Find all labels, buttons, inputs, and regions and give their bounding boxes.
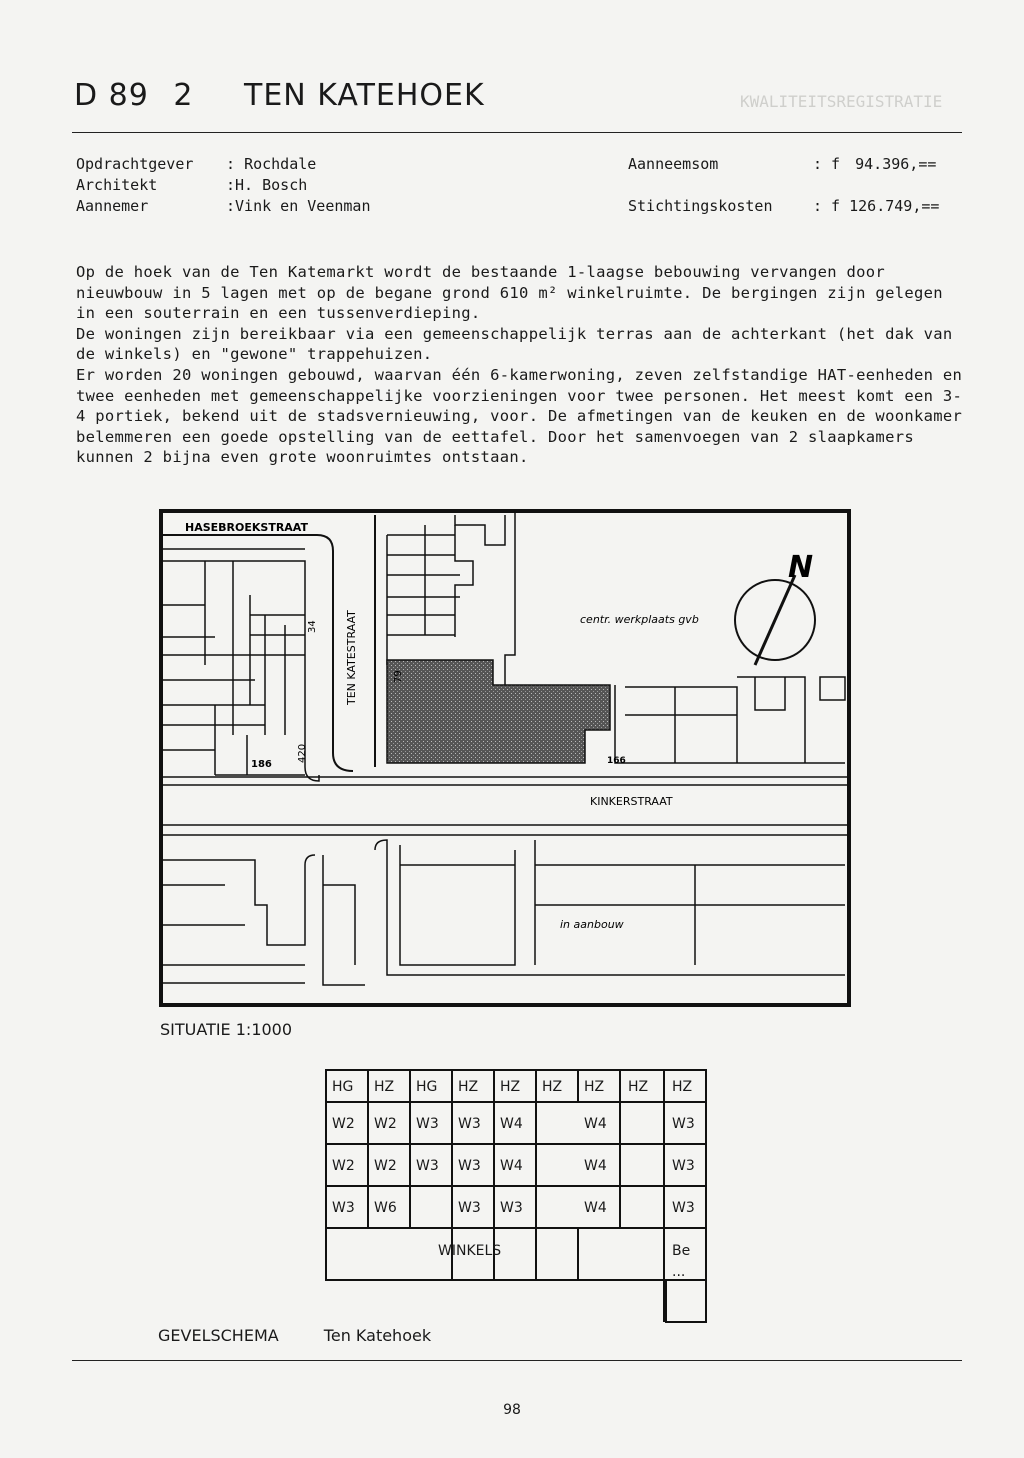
facade-cell: HG — [416, 1079, 438, 1095]
facade-cell: HZ — [374, 1079, 395, 1095]
north-label: N — [788, 550, 814, 585]
facade-cell: W3 — [672, 1116, 695, 1132]
house-number: 79 — [393, 670, 404, 683]
middle-parcels — [387, 515, 505, 665]
house-number: 186 — [251, 759, 272, 770]
facade-outline — [326, 1070, 706, 1322]
header-rule — [72, 132, 962, 133]
street-kinkerstraat: KINKERSTRAAT — [590, 795, 673, 808]
facade-cell: W2 — [332, 1158, 355, 1174]
facade-cell: HZ — [672, 1079, 693, 1095]
site-plan-map — [155, 505, 865, 1015]
new-building-hatch — [387, 660, 610, 763]
facade-cell: W3 — [332, 1200, 355, 1216]
street-ten-katestraat: TEN KATESTRAAT — [345, 610, 358, 705]
facade-cell: W4 — [500, 1116, 523, 1132]
meta-right — [628, 154, 939, 217]
facade-cell: W2 — [332, 1116, 355, 1132]
facade-cell: HZ — [584, 1079, 605, 1095]
house-number: 420 — [297, 743, 308, 763]
facade-cell: W3 — [416, 1158, 439, 1174]
project-title: TEN KATEHOEK — [244, 78, 485, 113]
street-hasebroekstraat: HASEBROEKSTRAAT — [185, 521, 308, 534]
site-plan-caption: SITUATIE 1:1000 — [160, 1020, 293, 1039]
paragraph: Er worden 20 woningen gebouwd, waarvan één 6-kamerwoning, zeven zelfstandige HAT-eenheden en twee eenheden met gemeenschappelijke voorzieningen voor twee personen. Het meest komt een 3-4 portiek, bekend uit de stadsvernieuwing, voor. De afmetingen van de keuken en de woonkamer belemmeren een goede opstelling van de eettafel. Door het samenvoegen van 2 slaapkamers kunnen 2 bijna even grote woonruimtes ontstaan. — [76, 365, 963, 467]
left-block-parcels — [161, 561, 319, 781]
meta-row: Aannemer :Vink en Veenman — [76, 197, 371, 215]
facade-cell: W3 — [458, 1158, 481, 1174]
facade-caption-right: Ten Katehoek — [323, 1326, 432, 1345]
page-number: 98 — [503, 1402, 521, 1418]
facade-shops-label: WINKELS — [438, 1243, 502, 1259]
facade-cell: HZ — [458, 1079, 479, 1095]
facade-cell: W2 — [374, 1158, 397, 1174]
label-werkplaats: centr. werkplaats gvb — [580, 613, 699, 626]
facade-cell: W4 — [500, 1158, 523, 1174]
facade-cell: W4 — [584, 1158, 607, 1174]
meta-left — [76, 154, 371, 217]
page-title — [74, 78, 499, 113]
doc-number: 2 — [173, 78, 194, 113]
facade-caption-left: GEVELSCHEMA — [158, 1326, 279, 1345]
facade-cell: W2 — [374, 1116, 397, 1132]
facade-cell: HZ — [542, 1079, 563, 1095]
description-text — [76, 262, 966, 468]
lower-block-parcels — [161, 840, 845, 985]
facade-cell: W3 — [500, 1200, 523, 1216]
north-arrow-icon — [755, 575, 795, 665]
facade-cell: HG — [332, 1079, 354, 1095]
paragraph: De woningen zijn bereikbaar via een gemeenschappelijk terras aan de achterkant (het dak van de winkels) en "gewone" trappehuizen. — [76, 324, 953, 364]
facade-cell: W3 — [416, 1116, 439, 1132]
house-number: 166 — [607, 756, 626, 766]
meta-row: Architekt :H. Bosch — [76, 176, 308, 194]
doc-code: D 89 — [74, 78, 149, 113]
label-in-aanbouw: in aanbouw — [560, 918, 624, 931]
meta-row: Opdrachtgever : Rochdale — [76, 155, 317, 173]
facade-labels — [332, 1079, 695, 1280]
facade-be-label: Be — [672, 1243, 691, 1259]
house-number: 34 — [307, 620, 318, 633]
facade-cell: HZ — [500, 1079, 521, 1095]
bleed-through-text: KWALITEITSREGISTRATIE — [740, 92, 943, 111]
facade-cell: W6 — [374, 1200, 397, 1216]
meta-row: Stichtingskosten : f 126.749,== — [628, 197, 940, 215]
footer-rule — [72, 1360, 962, 1361]
facade-cell: W3 — [672, 1200, 695, 1216]
facade-cell: W4 — [584, 1116, 607, 1132]
facade-dots: ... — [672, 1264, 686, 1280]
facade-cell: W3 — [672, 1158, 695, 1174]
facade-cell: W3 — [458, 1200, 481, 1216]
paragraph: Op de hoek van de Ten Katemarkt wordt de bestaande 1-laagse bebouwing vervangen door nieuwbouw in 5 lagen met op de begane grond 610 m² winkelruimte. De bergingen zijn gelegen in een souterrain en een tussenverdieping. — [76, 263, 943, 323]
facade-schema — [320, 1064, 720, 1330]
facade-cell: W3 — [458, 1116, 481, 1132]
meta-row: Aanneemsom : f 94.396,== — [628, 155, 937, 173]
facade-cell: W4 — [584, 1200, 607, 1216]
facade-cell: HZ — [628, 1079, 649, 1095]
facade-caption — [158, 1326, 431, 1345]
